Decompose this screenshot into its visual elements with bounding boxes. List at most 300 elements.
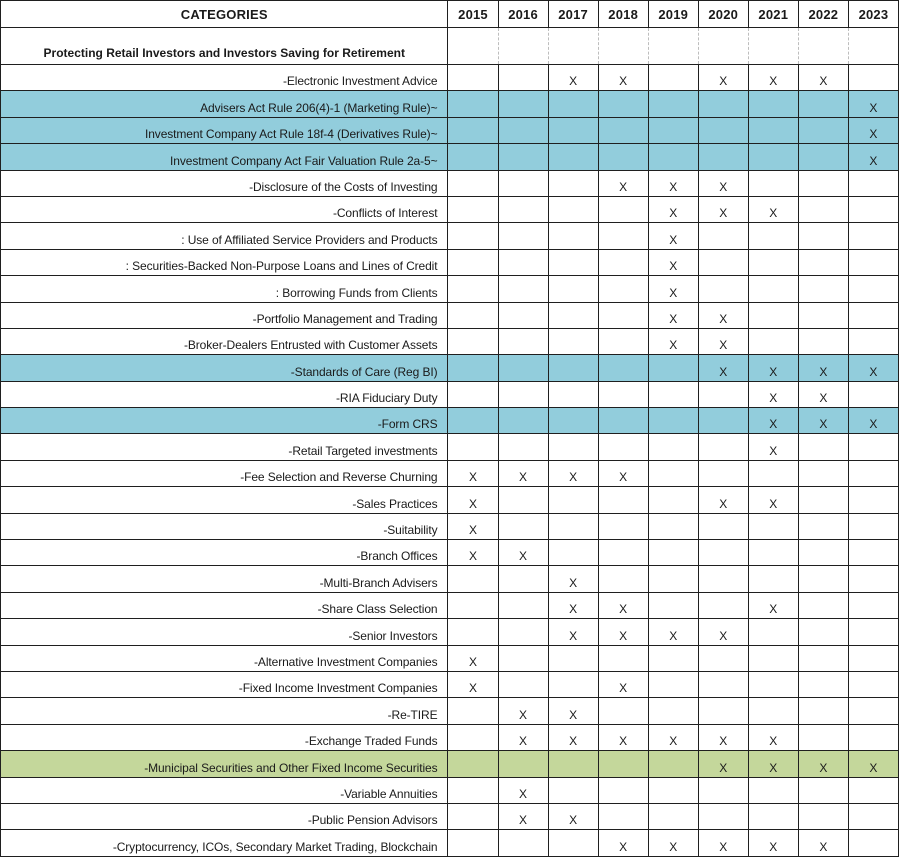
- year-cell-2018: [598, 408, 648, 434]
- year-cell-2021: [748, 328, 798, 354]
- year-cell-2018: X: [598, 619, 648, 645]
- year-cell-2020: [698, 645, 748, 671]
- year-cell-2020: [698, 91, 748, 117]
- year-cell-2016: [498, 408, 548, 434]
- year-cell-2016: X: [498, 724, 548, 750]
- year-cell-2022: X: [798, 408, 848, 434]
- year-header-2017: 2017: [548, 1, 598, 28]
- year-cell-2017: [548, 671, 598, 697]
- year-cell-2023: [848, 724, 898, 750]
- year-cell-2022: [798, 223, 848, 249]
- year-cell-2022: [798, 724, 848, 750]
- year-cell-2020: X: [698, 724, 748, 750]
- year-cell-2019: [648, 91, 698, 117]
- category-label: -Variable Annuities: [1, 777, 448, 803]
- table-row: [1, 619, 899, 645]
- year-cell-2019: [648, 513, 698, 539]
- category-label: Investment Company Act Fair Valuation Rule 2a-5~: [1, 144, 448, 170]
- year-cell-2021: X: [748, 65, 798, 91]
- year-cell-2023: [848, 619, 898, 645]
- year-cell-2016: [498, 170, 548, 196]
- year-cell-2019: [648, 803, 698, 829]
- year-cell-2015: [448, 249, 498, 275]
- year-cell-2015: X: [448, 540, 498, 566]
- category-label: Investment Company Act Rule 18f-4 (Derivatives Rule)~: [1, 117, 448, 143]
- year-cell-2023: [848, 302, 898, 328]
- year-cell-2023: [848, 223, 898, 249]
- year-cell-2023: X: [848, 117, 898, 143]
- year-cell-2022: [798, 302, 848, 328]
- category-label: -Share Class Selection: [1, 592, 448, 618]
- year-cell-2021: [748, 144, 798, 170]
- year-cell-2019: [648, 355, 698, 381]
- year-cell-2022: [798, 460, 848, 486]
- year-cell-2018: [598, 566, 648, 592]
- year-cell-2019: [648, 65, 698, 91]
- year-cell-2023: [848, 592, 898, 618]
- year-cell-2017: X: [548, 460, 598, 486]
- year-cell-2023: X: [848, 355, 898, 381]
- year-cell-2020: [698, 698, 748, 724]
- year-cell-2016: [498, 830, 548, 856]
- table-row: [1, 355, 899, 381]
- year-cell-2017: [548, 540, 598, 566]
- year-cell-2021: [748, 803, 798, 829]
- year-cell-2017: X: [548, 698, 598, 724]
- year-header-2019: 2019: [648, 1, 698, 28]
- year-cell-2021: X: [748, 724, 798, 750]
- section-empty-cell: [748, 28, 798, 65]
- category-label: -Disclosure of the Costs of Investing: [1, 170, 448, 196]
- year-cell-2023: X: [848, 91, 898, 117]
- category-label: -Sales Practices: [1, 487, 448, 513]
- year-cell-2022: [798, 170, 848, 196]
- year-cell-2015: X: [448, 460, 498, 486]
- category-label: -Fixed Income Investment Companies: [1, 671, 448, 697]
- year-cell-2018: [598, 144, 648, 170]
- year-cell-2018: [598, 513, 648, 539]
- category-label: Advisers Act Rule 206(4)-1 (Marketing Rule)~: [1, 91, 448, 117]
- year-cell-2016: [498, 223, 548, 249]
- year-cell-2016: [498, 671, 548, 697]
- table-row: [1, 645, 899, 671]
- year-cell-2022: [798, 698, 848, 724]
- table-row: [1, 408, 899, 434]
- year-cell-2017: [548, 302, 598, 328]
- year-cell-2019: [648, 592, 698, 618]
- year-cell-2022: [798, 487, 848, 513]
- year-header-2020: 2020: [698, 1, 748, 28]
- year-header-2015: 2015: [448, 1, 498, 28]
- year-cell-2015: [448, 302, 498, 328]
- year-cell-2023: [848, 381, 898, 407]
- year-cell-2018: [598, 223, 648, 249]
- year-cell-2021: X: [748, 592, 798, 618]
- year-cell-2022: [798, 540, 848, 566]
- year-cell-2017: [548, 249, 598, 275]
- year-cell-2020: X: [698, 196, 748, 222]
- year-cell-2018: X: [598, 671, 648, 697]
- year-cell-2020: [698, 592, 748, 618]
- year-cell-2020: [698, 117, 748, 143]
- year-cell-2022: X: [798, 381, 848, 407]
- header-row: [1, 1, 899, 28]
- category-label: -Suitability: [1, 513, 448, 539]
- year-cell-2017: [548, 777, 598, 803]
- year-cell-2022: [798, 645, 848, 671]
- year-cell-2017: [548, 328, 598, 354]
- year-cell-2020: X: [698, 170, 748, 196]
- year-cell-2015: [448, 777, 498, 803]
- year-cell-2015: [448, 408, 498, 434]
- year-cell-2019: [648, 777, 698, 803]
- year-cell-2016: [498, 566, 548, 592]
- table-row: [1, 65, 899, 91]
- year-cell-2021: X: [748, 487, 798, 513]
- category-label: : Borrowing Funds from Clients: [1, 276, 448, 302]
- table-row: [1, 830, 899, 856]
- year-cell-2015: [448, 724, 498, 750]
- year-cell-2016: [498, 276, 548, 302]
- year-cell-2015: [448, 65, 498, 91]
- year-cell-2015: X: [448, 645, 498, 671]
- year-cell-2020: X: [698, 487, 748, 513]
- year-cell-2018: [598, 698, 648, 724]
- year-cell-2023: [848, 276, 898, 302]
- year-cell-2020: [698, 540, 748, 566]
- year-cell-2017: [548, 645, 598, 671]
- year-cell-2015: X: [448, 487, 498, 513]
- category-label: -Portfolio Management and Trading: [1, 302, 448, 328]
- category-label: -Exchange Traded Funds: [1, 724, 448, 750]
- year-cell-2021: [748, 117, 798, 143]
- year-cell-2021: [748, 460, 798, 486]
- year-cell-2022: [798, 117, 848, 143]
- section-title: Protecting Retail Investors and Investors Saving for Retirement: [1, 28, 448, 65]
- year-cell-2020: X: [698, 302, 748, 328]
- year-cell-2020: [698, 223, 748, 249]
- year-header-2022: 2022: [798, 1, 848, 28]
- year-cell-2019: X: [648, 619, 698, 645]
- year-cell-2021: [748, 223, 798, 249]
- year-cell-2022: X: [798, 830, 848, 856]
- year-cell-2016: [498, 328, 548, 354]
- table-row: [1, 91, 899, 117]
- category-label: -Alternative Investment Companies: [1, 645, 448, 671]
- table-row: [1, 566, 899, 592]
- year-cell-2015: [448, 803, 498, 829]
- category-label: -Fee Selection and Reverse Churning: [1, 460, 448, 486]
- section-empty-cell: [498, 28, 548, 65]
- year-cell-2020: [698, 566, 748, 592]
- year-cell-2019: X: [648, 196, 698, 222]
- year-cell-2019: X: [648, 223, 698, 249]
- year-cell-2016: X: [498, 803, 548, 829]
- year-cell-2022: [798, 91, 848, 117]
- year-cell-2018: [598, 540, 648, 566]
- year-cell-2020: [698, 460, 748, 486]
- year-cell-2019: X: [648, 249, 698, 275]
- table-row: [1, 698, 899, 724]
- year-cell-2017: [548, 117, 598, 143]
- year-cell-2023: [848, 328, 898, 354]
- category-label: -RIA Fiduciary Duty: [1, 381, 448, 407]
- year-cell-2022: X: [798, 355, 848, 381]
- year-cell-2015: [448, 196, 498, 222]
- year-cell-2016: [498, 751, 548, 777]
- table-row: [1, 803, 899, 829]
- category-label: -Municipal Securities and Other Fixed Income Securities: [1, 751, 448, 777]
- year-cell-2023: [848, 540, 898, 566]
- year-cell-2015: X: [448, 513, 498, 539]
- year-cell-2018: [598, 355, 648, 381]
- year-cell-2017: [548, 355, 598, 381]
- year-cell-2017: [548, 408, 598, 434]
- categories-header: CATEGORIES: [1, 1, 448, 28]
- year-cell-2018: X: [598, 724, 648, 750]
- year-cell-2021: X: [748, 751, 798, 777]
- year-header-2021: 2021: [748, 1, 798, 28]
- year-cell-2021: [748, 513, 798, 539]
- table-row: [1, 276, 899, 302]
- year-cell-2015: [448, 117, 498, 143]
- year-cell-2022: [798, 513, 848, 539]
- year-cell-2022: [798, 276, 848, 302]
- year-cell-2021: X: [748, 434, 798, 460]
- year-cell-2015: [448, 223, 498, 249]
- year-cell-2017: [548, 381, 598, 407]
- year-cell-2019: X: [648, 276, 698, 302]
- year-cell-2016: [498, 65, 548, 91]
- category-label: -Standards of Care (Reg BI): [1, 355, 448, 381]
- table-row: [1, 777, 899, 803]
- year-cell-2023: [848, 513, 898, 539]
- section-empty-cell: [798, 28, 848, 65]
- category-label: -Multi-Branch Advisers: [1, 566, 448, 592]
- table-row: [1, 671, 899, 697]
- year-cell-2019: [648, 487, 698, 513]
- year-cell-2020: [698, 249, 748, 275]
- table-row: [1, 144, 899, 170]
- year-cell-2016: [498, 196, 548, 222]
- year-cell-2016: X: [498, 540, 548, 566]
- year-cell-2023: [848, 830, 898, 856]
- year-cell-2018: [598, 487, 648, 513]
- year-cell-2016: [498, 91, 548, 117]
- year-header-2018: 2018: [598, 1, 648, 28]
- table-row: [1, 751, 899, 777]
- year-cell-2019: X: [648, 302, 698, 328]
- year-cell-2020: [698, 671, 748, 697]
- year-cell-2017: [548, 276, 598, 302]
- year-cell-2016: [498, 487, 548, 513]
- year-cell-2021: X: [748, 408, 798, 434]
- year-cell-2021: X: [748, 196, 798, 222]
- year-cell-2017: [548, 487, 598, 513]
- category-label: -Re-TIRE: [1, 698, 448, 724]
- table-row: [1, 540, 899, 566]
- year-cell-2022: [798, 803, 848, 829]
- category-label: -Cryptocurrency, ICOs, Secondary Market Trading, Blockchain: [1, 830, 448, 856]
- year-cell-2019: [648, 751, 698, 777]
- year-cell-2016: [498, 355, 548, 381]
- table-row: [1, 460, 899, 486]
- year-cell-2018: [598, 803, 648, 829]
- year-cell-2015: [448, 276, 498, 302]
- year-cell-2018: [598, 777, 648, 803]
- year-cell-2022: [798, 566, 848, 592]
- year-cell-2015: [448, 566, 498, 592]
- year-cell-2017: [548, 91, 598, 117]
- year-cell-2021: X: [748, 381, 798, 407]
- table-row: [1, 196, 899, 222]
- year-cell-2015: [448, 751, 498, 777]
- table-row: [1, 170, 899, 196]
- year-cell-2016: [498, 592, 548, 618]
- year-cell-2018: [598, 302, 648, 328]
- year-cell-2019: [648, 144, 698, 170]
- year-cell-2016: X: [498, 698, 548, 724]
- category-label: -Form CRS: [1, 408, 448, 434]
- year-cell-2017: X: [548, 803, 598, 829]
- year-cell-2021: [748, 645, 798, 671]
- year-cell-2023: X: [848, 144, 898, 170]
- year-cell-2018: X: [598, 460, 648, 486]
- year-cell-2016: [498, 619, 548, 645]
- year-cell-2023: [848, 249, 898, 275]
- year-cell-2019: X: [648, 328, 698, 354]
- year-cell-2021: [748, 170, 798, 196]
- year-header-2016: 2016: [498, 1, 548, 28]
- year-cell-2015: [448, 592, 498, 618]
- category-label: -Branch Offices: [1, 540, 448, 566]
- year-cell-2023: [848, 460, 898, 486]
- year-cell-2015: [448, 698, 498, 724]
- year-cell-2021: X: [748, 355, 798, 381]
- year-cell-2018: [598, 434, 648, 460]
- year-cell-2017: [548, 223, 598, 249]
- year-cell-2016: X: [498, 777, 548, 803]
- year-cell-2020: [698, 381, 748, 407]
- year-cell-2020: X: [698, 619, 748, 645]
- year-cell-2015: [448, 91, 498, 117]
- category-label: -Public Pension Advisors: [1, 803, 448, 829]
- year-cell-2018: X: [598, 170, 648, 196]
- year-cell-2023: [848, 803, 898, 829]
- year-cell-2018: [598, 645, 648, 671]
- year-cell-2018: [598, 276, 648, 302]
- year-cell-2023: [848, 487, 898, 513]
- year-cell-2021: [748, 671, 798, 697]
- year-cell-2021: [748, 91, 798, 117]
- table-row: [1, 724, 899, 750]
- year-cell-2017: X: [548, 566, 598, 592]
- table-row: [1, 117, 899, 143]
- year-cell-2022: X: [798, 751, 848, 777]
- year-cell-2015: [448, 434, 498, 460]
- table-row: [1, 592, 899, 618]
- year-cell-2018: [598, 328, 648, 354]
- year-cell-2018: [598, 91, 648, 117]
- section-empty-cell: [848, 28, 898, 65]
- year-cell-2021: [748, 619, 798, 645]
- year-cell-2016: [498, 144, 548, 170]
- year-cell-2021: [748, 698, 798, 724]
- year-cell-2017: X: [548, 65, 598, 91]
- category-label: : Use of Affiliated Service Providers and Products: [1, 223, 448, 249]
- year-cell-2015: [448, 170, 498, 196]
- year-cell-2022: [798, 619, 848, 645]
- year-cell-2019: [648, 566, 698, 592]
- year-cell-2019: X: [648, 830, 698, 856]
- year-cell-2023: [848, 777, 898, 803]
- table-row: [1, 223, 899, 249]
- year-cell-2020: X: [698, 355, 748, 381]
- year-cell-2015: [448, 381, 498, 407]
- year-cell-2022: [798, 249, 848, 275]
- year-cell-2023: [848, 65, 898, 91]
- year-cell-2018: [598, 381, 648, 407]
- year-cell-2022: X: [798, 65, 848, 91]
- category-label: : Securities-Backed Non-Purpose Loans and Lines of Credit: [1, 249, 448, 275]
- year-cell-2018: [598, 249, 648, 275]
- year-cell-2015: [448, 144, 498, 170]
- year-cell-2022: [798, 144, 848, 170]
- year-cell-2023: [848, 196, 898, 222]
- year-cell-2017: X: [548, 724, 598, 750]
- year-cell-2018: [598, 196, 648, 222]
- year-cell-2021: [748, 276, 798, 302]
- year-header-2023: 2023: [848, 1, 898, 28]
- year-cell-2017: [548, 144, 598, 170]
- year-cell-2016: [498, 249, 548, 275]
- year-cell-2019: [648, 540, 698, 566]
- year-cell-2017: [548, 751, 598, 777]
- year-cell-2019: [648, 381, 698, 407]
- year-cell-2016: [498, 513, 548, 539]
- year-cell-2017: [548, 170, 598, 196]
- year-cell-2017: X: [548, 619, 598, 645]
- table-row: [1, 487, 899, 513]
- year-cell-2020: X: [698, 328, 748, 354]
- year-cell-2019: [648, 117, 698, 143]
- year-cell-2023: X: [848, 408, 898, 434]
- year-cell-2022: [798, 777, 848, 803]
- year-cell-2023: [848, 434, 898, 460]
- year-cell-2015: [448, 355, 498, 381]
- year-cell-2022: [798, 671, 848, 697]
- table-row: [1, 513, 899, 539]
- year-cell-2020: [698, 144, 748, 170]
- category-label: -Electronic Investment Advice: [1, 65, 448, 91]
- category-label: -Retail Targeted investments: [1, 434, 448, 460]
- year-cell-2018: X: [598, 592, 648, 618]
- year-cell-2015: [448, 619, 498, 645]
- year-cell-2019: X: [648, 170, 698, 196]
- table-row: [1, 302, 899, 328]
- section-header-row: [1, 28, 899, 65]
- year-cell-2019: [648, 434, 698, 460]
- category-label: -Conflicts of Interest: [1, 196, 448, 222]
- year-cell-2022: [798, 434, 848, 460]
- year-cell-2019: [648, 671, 698, 697]
- year-cell-2021: [748, 566, 798, 592]
- year-cell-2020: [698, 408, 748, 434]
- year-cell-2023: [848, 645, 898, 671]
- year-cell-2016: [498, 381, 548, 407]
- year-cell-2023: [848, 566, 898, 592]
- year-cell-2022: [798, 592, 848, 618]
